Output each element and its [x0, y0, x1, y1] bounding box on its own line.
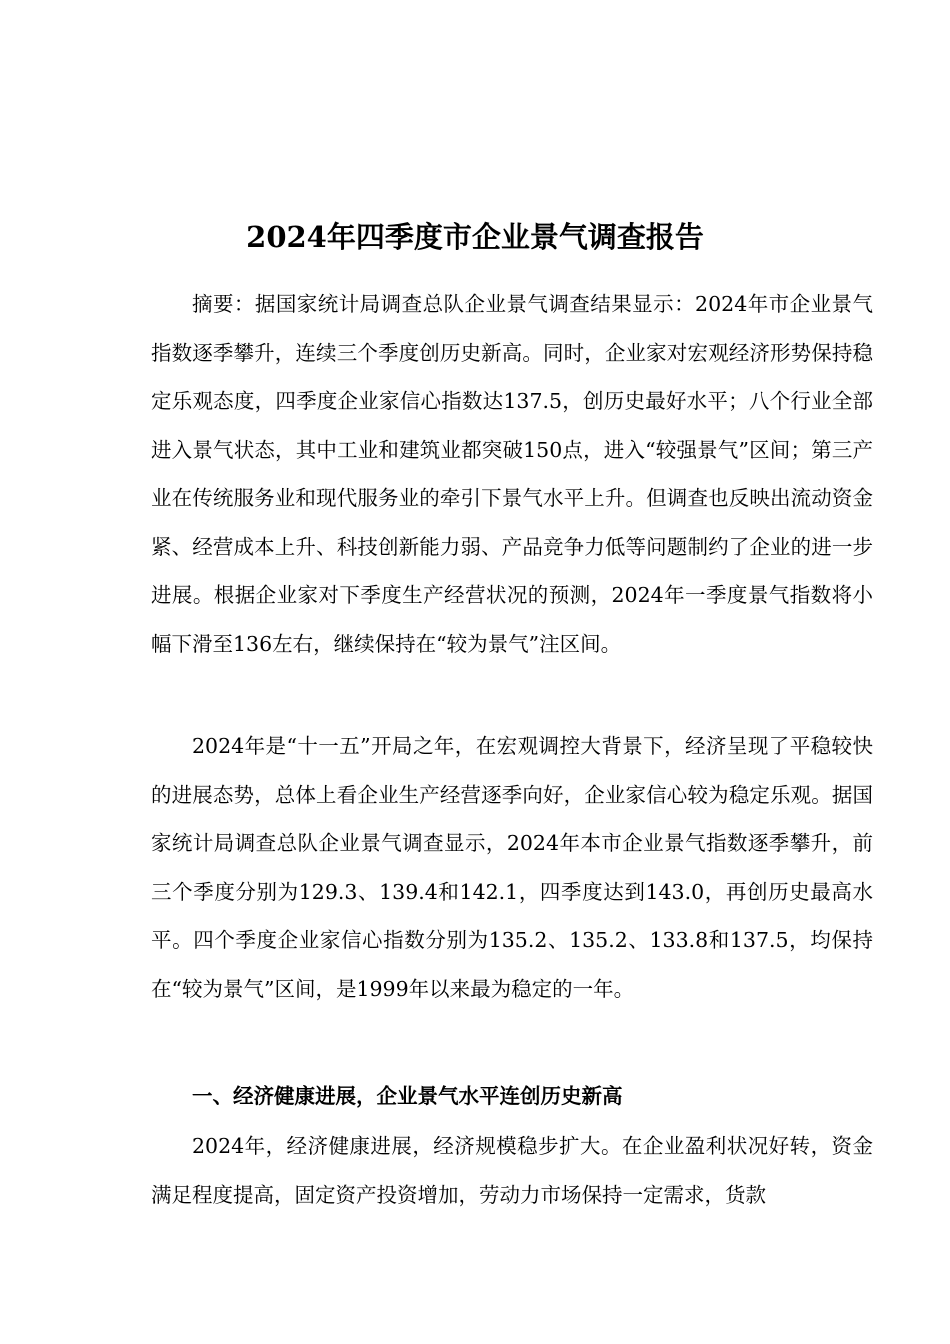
section-paragraph: 2024年，经济健康进展，经济规模稳步扩大。在企业盈利状况好转，资金满足程度提高，固定资产投资增加，劳动力市场保持一定需求，货款 [151, 1134, 873, 1207]
document-title: 2024年四季度市企业景气调查报告 [246, 220, 704, 255]
section-heading: 一、经济健康进展，企业景气水平连创历史新高 [192, 1084, 623, 1108]
intro-paragraph: 2024年是“十一五”开局之年，在宏观调控大背景下，经济呈现了平稳较快的进展态势，总体上看企业生产经营逐季向好，企业家信心较为稳定乐观。据国家统计局调查总队企业景气调查显示，2024年本市企业景气指数逐季攀升，前三个季度分别为129.3、139.4和142.1，四季度达到143.0，再创历史最高水平。四个季度企业家信心指数分别为135.2、135.2、133.8和137.5，均保持在“较为景气”区间，是1999年以来最为稳定的一年。 [151, 734, 873, 1001]
abstract-paragraph: 摘要：据国家统计局调查总队企业景气调查结果显示：2024年市企业景气指数逐季攀升，连续三个季度创历史新高。同时，企业家对宏观经济形势保持稳定乐观态度，四季度企业家信心指数达137.5，创历史最好水平；八个行业全部进入景气状态，其中工业和建筑业都突破150点，进入“较强景气”区间；第三产业在传统服务业和现代服务业的牵引下景气水平上升。但调查也反映出流动资金紧、经营成本上升、科技创新能力弱、产品竞争力低等问题制约了企业的进一步进展。根据企业家对下季度生产经营状况的预测，2024年一季度景气指数将小幅下滑至136左右，继续保持在“较为景气”注区间。 [151, 292, 873, 656]
